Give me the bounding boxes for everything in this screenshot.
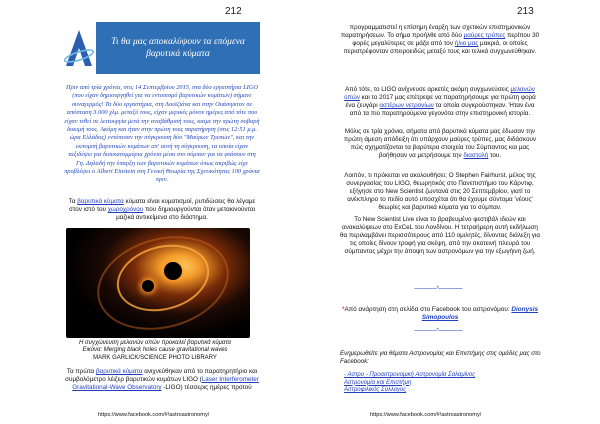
link-black-holes[interactable]: μαύρες τρύπες bbox=[463, 32, 506, 40]
caption-line: Εικόνα: Merging black holes cause gravitational waves bbox=[82, 347, 228, 354]
paragraph-gravitational-waves bbox=[62, 198, 262, 223]
paragraph-three-years bbox=[340, 128, 540, 160]
text: τα οποία συγκρούστηκαν. Ήταν ένα από τα πιο παρατηρούμενα γεγονότα στην επιστημονική ιστορία. bbox=[349, 102, 535, 118]
text: κύματα είναι κυματισμοί, ρυτιδώσεις θα λέγαμε στον ιστό του bbox=[68, 198, 256, 214]
text: μακριά, οι οποίες περιστρέφονταν σπειροειδώς μεταξύ τους και τελικά συγχωνεύθηκαν. bbox=[343, 40, 537, 56]
author-link[interactable]: Dionysis Simopoulos bbox=[421, 306, 539, 321]
header-title: Τι θα μας αποκαλύψουν τα επόμενα βαρυτικά κύματα bbox=[96, 22, 260, 74]
paragraph-detections bbox=[340, 86, 540, 118]
source-attribution bbox=[340, 306, 540, 322]
separator: ---------------*---------------- bbox=[414, 286, 463, 292]
text: Τα πρώτα bbox=[66, 368, 96, 375]
paragraph-ligo bbox=[60, 368, 264, 393]
text: που δημιουργούνται όταν μετακινούνται μαζικά αντικείμενα στο διάστημα. bbox=[116, 206, 255, 222]
link-neutron-stars[interactable]: αστέρων νετρονίων bbox=[379, 102, 434, 110]
facebook-groups-note: Ενημερωθείτε για θέματα Αστρονομίας και Επιστήμης στις ομάδες μας στο Facebook: bbox=[340, 350, 541, 365]
astro-logo-icon bbox=[62, 26, 96, 66]
group-link-3[interactable]: Αστροφιλικός Σύλλογος bbox=[344, 387, 407, 394]
caption-credit: MARK GARLICK/SCIENCE PHOTO LIBRARY bbox=[93, 354, 217, 361]
link-black-holes-2[interactable]: μελανών οπών bbox=[344, 86, 535, 102]
group-link-2[interactable]: Αστρονομία και Επιστήμη bbox=[344, 379, 412, 386]
intro-quote: Πριν από τρία χρόνια, στις 14 Σεπτεμβρίου 2015, στα δύο εργαστήρια LIGO (που είχαν δημιουργηθεί για να εντοπισμό βαρυτικών κυμάτων) σήμανε συναγερμός! Τα δύο εργαστήρια, στη Λουϊζιάνα και στην Ουάσιγκτον σε απόσταση 3.000 χλμ. μεταξύ τους, είχαν μερικές μόνον ημέρες από τότε που είχαν τεθεί σε λειτουργία μετά την αναβάθμισή τους, καιμε την πρώτη σοβαρή δοκιμή τους. Ακόμη και ήταν στην πρώτη τους παρατήρηση (στις 12:51 μ.μ. ώρα Ελλάδος) εντόπισαν την σύγκρουση δύο "Μαύρων Τρυπών", και την εκπομπή βαρυτικών κυμάτων απ' αυτή τη σύγκρουση, τα οποία είχαν ταξιδέψει για δισεκατομμύρια χρόνια μέσα στο σύμπαν για να φτάσουν στη Γη. Δηλαδή την ύπαρξη των βαρυτικών κυμάτων όπως ακριβώς είχε προβλέψει ο Albert Einstein στη Γενική Θεωρία της Σχετικότητας 100 χρόνια πριν. bbox=[64, 84, 260, 184]
text: -LIGO) τέσσερις ημέρες προτού bbox=[161, 384, 252, 392]
text: ανιχνεύθηκαν από το παρατηρητήριο και συμβολόμετρο λέιζερ βαρυτικών κυμάτων LIGO ( bbox=[65, 368, 258, 384]
text: Τα bbox=[68, 198, 78, 205]
right-page bbox=[300, 0, 600, 424]
separator: ---------------*---------------- bbox=[414, 328, 463, 334]
text: προγραμματιστεί η επίσημη έναρξη των σχετικών επιστημονικών παρατηρήσεων. Το σήμα προήλθε από δύο bbox=[340, 24, 531, 40]
text: και το 2017 μας επέτρεψε να παρατηρήσουμε για πρώτη φορά ένα ζευγάρι bbox=[345, 94, 536, 110]
link-sun[interactable]: ήλιο μας bbox=[454, 40, 479, 48]
asterisk: * bbox=[341, 306, 345, 313]
page-number-right: 213 bbox=[517, 6, 534, 17]
text: Από τότε, το LIGO ανίχνευσε αρκετές ακόμη συγχωνεύσεις bbox=[345, 86, 511, 93]
paragraph-fairhurst: Λοιπόν, τι πρόκειται να ακολουθήσει; Ο Stephen Fairhurst, μέλος της συνεργασίας του LIGO, θεωρητικός στο Πανεπιστήμιο του Κάρντιφ, εξήγησε στο New Scientist ζωντανά στις 20 Σεπτεμβρίου, γιατί το ανέκπληρο το πεδίο αυτό υποσχέται ότι θα έχουμε σύντομα 'νέους' θεωρίες και βαρυτικά κύματα για το σύμπαν. bbox=[344, 172, 536, 212]
text: του. bbox=[488, 152, 502, 160]
black-hole-merger-image bbox=[66, 228, 250, 338]
text: Από ανάρτηση στη σελίδα στο Facebook του αστρονόμου: bbox=[344, 306, 512, 313]
paragraph-signal bbox=[340, 24, 540, 56]
facebook-group-links bbox=[344, 372, 544, 395]
text: περίπου 30 φορές μεγαλύτερες σε μάζα από τον bbox=[352, 32, 540, 48]
footer-url[interactable]: https://www.facebook.com/#!astroastronomy/ bbox=[98, 412, 210, 418]
caption-line: Η συγχώνευση μελανών οπών προκαλεί βαρυτικά κύματα bbox=[79, 340, 231, 346]
link-expansion[interactable]: διαστολή bbox=[463, 152, 489, 160]
link-spacetime[interactable]: χωροχρόνου bbox=[107, 206, 144, 214]
link-gravitational-waves[interactable]: βαρυτικά κύματα bbox=[77, 198, 124, 205]
image-caption bbox=[60, 340, 250, 362]
text: Μόλις σε τρία χρόνια, σήματα από βαρυτικά κύματα μας έδωσαν την πρώτη άμεση απόδειξη ότι υπάρχουν μαύρες τρύπες, μας διδάσκουν πώς σχηματίζονται τα βαρύτερα στοιχεία του Σύμπαντος και μας βοήθησαν να μετρήσουμε την bbox=[343, 128, 537, 160]
page-number-left: 212 bbox=[225, 6, 242, 17]
group-link-1[interactable]: - Αστρο - Προαστρονομική Αστρονομία Σαλαμίνος bbox=[344, 372, 476, 378]
link-ligo[interactable]: Laser Interferometer Gravitational-Wave Observatory bbox=[72, 376, 259, 392]
footer-url[interactable]: https://www.facebook.com/#!astroastronomy/ bbox=[370, 412, 482, 418]
article-header bbox=[62, 22, 260, 82]
link-gravitational-waves-2[interactable]: βαρυτικά κύματα bbox=[95, 368, 143, 375]
paragraph-new-scientist-live: Το New Scientist Live είναι το βραβευμένο φεστιβάλ ιδεών και ανακαλύψεων στο ExCeL του Λονδίνου. Η τετραήμερη αυτή εκδήλωση θα περιλαμβάνει περισσότερους από 110 ομιλητές, δίνοντας διάλεξη για τις οποίες δίνουν τροφή για σκέψη, από την σκοτεινή πλευρά του σύμπαντος μέχρι την άποψη των αστρονόμων για την εξωγήινη ζωή. bbox=[340, 216, 540, 256]
